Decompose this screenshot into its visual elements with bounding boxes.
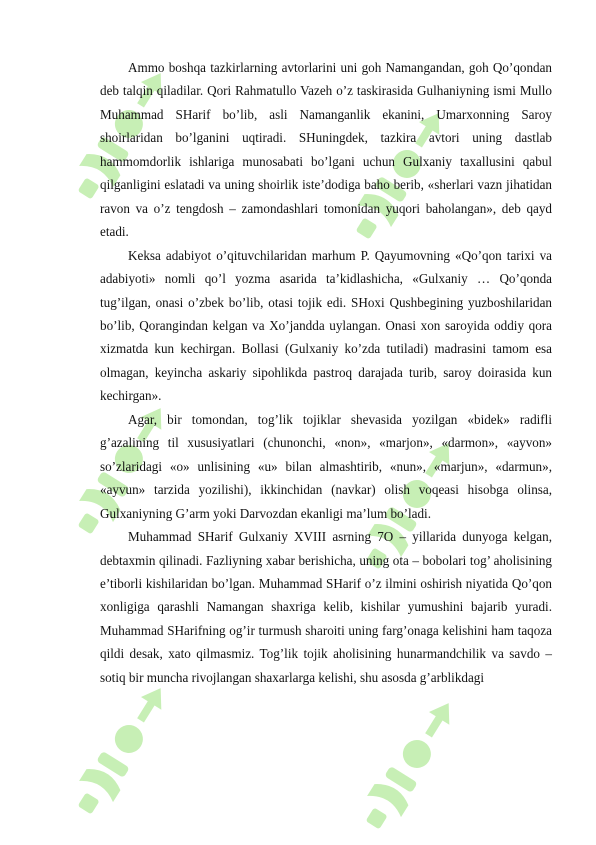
watermark-logo-icon: [345, 685, 475, 844]
watermark-logo-icon: [57, 670, 187, 829]
body-text: [100, 56, 552, 689]
paragraph-2: Keksa adabiyot o’qituvchilaridan marhum P. Qayumovning «Qo’qon tarixi va adabiyoti» nomli qo’l yozma asarida ta’kidlashicha, «Gulxaniy … Qo’qonda tug’ilgan, onasi o’zbek bo’lib, otasi tojik edi. SHoxi Qushbegining yuzboshilaridan bo’lib, Qorangindan kelgan va Xo’jandda uylangan. Onasi xon saroyida oddiy qora xizmatda kun kechirgan. Bollasi (Gulxaniy ko’zda tutiladi) madrasini tamom esa olmagan, keyincha askariy sipohlikda pastroq darajada turib, saroy doirasida kun kechirgan».: [100, 247, 552, 404]
paragraph-4: Muhammad SHarif Gulxaniy XVIII asrning 7O – yillarida dunyoga kelgan, debtaxmin qilinadi. Fazliyning xabar berishicha, uning ota – bobolari tog’ aholisining e’tiborli kishilaridan bo’lgan. Muhammad SHarif o’z ilmini oshirish niyatida Qo’qon xonligiga qarashli Namangan shaxriga kelib, kishilar yumushini bajarib yuradi. Muhammad SHarifning og’ir turmush sharoiti uning farg’onaga kelishini ham taqoza qildi desak, xato qilmasmiz. Tog’lik tojik aholisining hunarmandchilik va savdo – sotiq bir muncha rivojlangan shaxarlarga kelishi, shu asosda g’arblikdagi: [100, 529, 552, 685]
paragraph-3: Agar, bir tomondan, tog’lik tojiklar shevasida yozilgan «bidek» radifli g’azalining til xususiyatlari (chunonchi, «non», «marjon», «darmon», «ayvon» so’zlaridagi «o» unlisining «u» bilan almashtirib, «nun», «marjun», «darmun», «ayvun» tarzida yozilishi), ikkinchidan (navkar) olish voqeasi hisobga olinsa, Gulxaniyning G’arm yoki Darvozdan ekanligi ma’lum bo’ladi.: [100, 411, 552, 521]
paragraph-1: Ammo boshqa tazkirlarning avtorlarini uni goh Namangandan, goh Qo’qondan deb talqin qiladilar. Qori Rahmatullo Vazeh o’z taskirasida Gulhaniyning ismi Mullo Muhammad SHarif bo’lib, asli Namanganlik ekanini, Umarxonning Saroy shoirlaridan bo’lganini uqtiradi. SHuningdek, tazkira avtori uning dastlab hammomdorlik ishlariga munosabati bo’lgani uchun Gulxaniy taxallusini qabul qilganligini eslatadi va uning shoirlik iste’dodiga baho berib, «sherlari vazn jihatidan ravon va o’z tengdosh – zamondashlari tomonidan yuqori baholangan», deb qayd etadi.: [100, 60, 552, 240]
